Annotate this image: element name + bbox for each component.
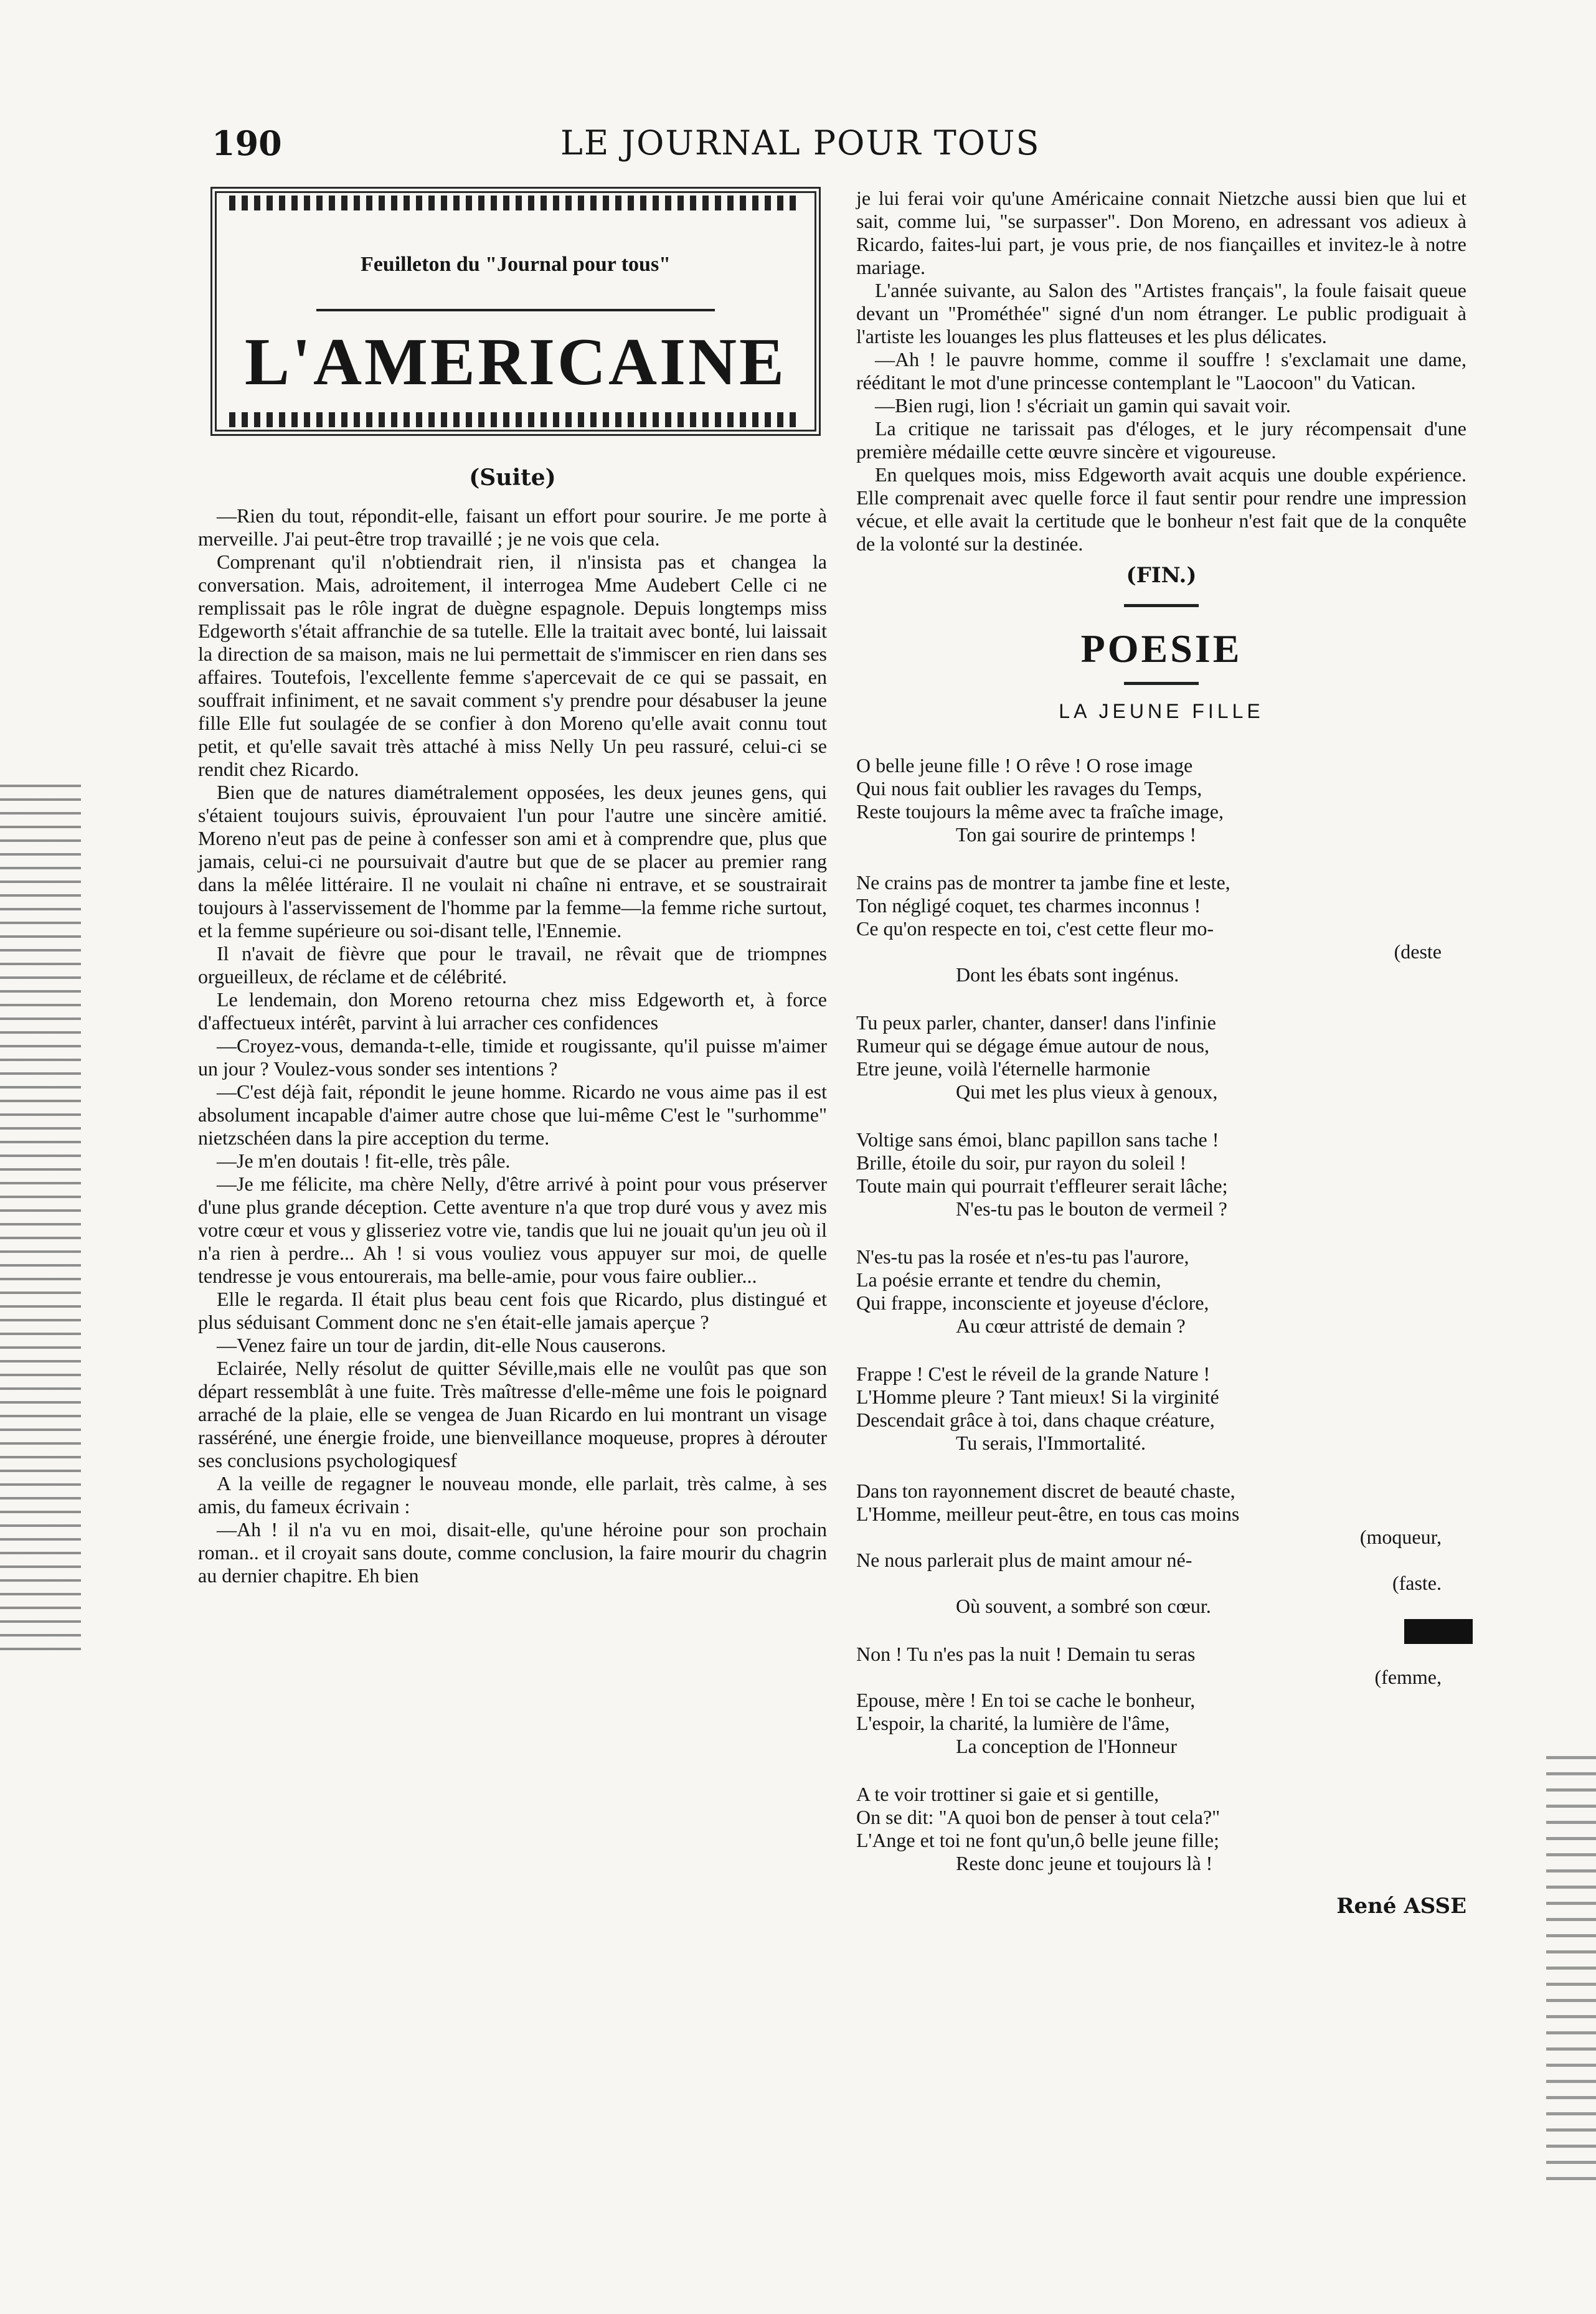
poem-stanza (856, 1245, 1466, 1338)
poem-line: N'es-tu pas le bouton de vermeil ? (956, 1197, 1227, 1220)
poem-line: Reste donc jeune et toujours là ! (956, 1852, 1213, 1874)
paragraph: —Croyez-vous, demanda-t-elle, timide et rougissante, qu'il puisse m'aimer un jour ? Voulez-vous sonder ses intentions ? (198, 1034, 827, 1080)
feuilleton-box (210, 187, 821, 436)
poem-line: L'espoir, la charité, la lumière de l'âme, (856, 1712, 1170, 1734)
paragraph: —Rien du tout, répondit-elle, faisant un effort pour sourire. Je me porte à merveille. J'ai peut-être trop travaillé ; je ne vois que cela. (198, 504, 827, 550)
paragraph: Le lendemain, don Moreno retourna chez miss Edgeworth et, à force d'affectueux intérêt, parvint à lui arracher ces confidences (198, 988, 827, 1034)
poem-line: Ne nous parlerait plus de maint amour né- (856, 1549, 1192, 1571)
poem-stanza (856, 1480, 1466, 1618)
poem-line: Epouse, mère ! En toi se cache le bonheur, (856, 1689, 1196, 1711)
paragraph: A la veille de regagner le nouveau monde, elle parlait, très calme, à ses amis, du fameux écrivain : (198, 1472, 827, 1518)
poem-line: L'Ange et toi ne font qu'un,ô belle jeune fille; (856, 1829, 1219, 1851)
poem-line: Ce qu'on respecte en toi, c'est cette fleur mo- (856, 917, 1214, 940)
right-column (856, 187, 1466, 1919)
poem-line: L'Homme pleure ? Tant mieux! Si la virginité (856, 1386, 1219, 1408)
poem-line: Dans ton rayonnement discret de beauté chaste, (856, 1480, 1235, 1502)
paragraph: je lui ferai voir qu'une Américaine connait Nietzche aussi bien que lui et sait, comme lui, "se surpasser". Don Moreno, en adressant vos adieux à Ricardo, faites-lui part, je vous prie, de nos fiançailles et invitez-le à notre mariage. (856, 187, 1466, 278)
poem-stanza (856, 1783, 1466, 1875)
poem-line: La conception de l'Honneur (956, 1735, 1177, 1757)
paragraph: —Ah ! il n'a vu en moi, disait-elle, qu'une héroine pour son prochain roman.. et il croyait sans doute, comme conclusion, la faire mourir du chagrin au dernier chapitre. Eh bien (198, 1518, 827, 1587)
poem-stanza (856, 871, 1466, 986)
poem-stanza (856, 754, 1466, 846)
ornament-border-bottom (229, 412, 802, 427)
fin-label: (FIN.) (1126, 563, 1197, 588)
poem-line: Qui frappe, inconsciente et joyeuse d'éclore, (856, 1292, 1209, 1314)
poem-stanza (856, 1011, 1466, 1103)
paragraph: —Venez faire un tour de jardin, dit-elle Nous causerons. (217, 1334, 666, 1356)
poem-line: Ne crains pas de montrer ta jambe fine et leste, (856, 871, 1230, 894)
poem-line: Brille, étoile du soir, pur rayon du soleil ! (856, 1151, 1187, 1174)
ornament-border-top (229, 196, 802, 210)
poem-line: Toute main qui pourrait t'effleurer serait lâche; (856, 1174, 1228, 1197)
paragraph: Elle le regarda. Il était plus beau cent fois que Ricardo, plus distingué et plus séduisant Comment donc ne s'en était-elle jamais aperçue ? (198, 1288, 827, 1333)
paragraph: Bien que de natures diamétralement opposées, les deux jeunes gens, qui s'étaient toujours suivis, éprouvaient l'un pour l'autre une sincère amitié. Moreno n'eut pas de peine à confesser son ami et à comprendre que, plus que jamais, celui-ci ne poursuivait d'autre but que de se placer au premier rang dans la mêlée littéraire. Il ne voulait ni chaîne ni entrave, et se soustrairait toujours à l'asservissement de l'homme par la femme—la femme riche surtout, et la femme supérieure ou soi-disant telle, l'Ennemie. (198, 781, 827, 942)
poem-line: Qui nous fait oublier les ravages du Temps, (856, 777, 1202, 800)
poesie-heading: POESIE (1080, 626, 1242, 671)
paragraph: —Je me félicite, ma chère Nelly, d'être arrivé à point pour vous préserver d'une plus grande déception. Cette aventure n'a que trop duré vous y avez mis votre cœur et vous y glisseriez votre vie, tandis que lui ne jouait qu'un jeu où il n'a rien à perdre... Ah ! si vous vouliez vous appuyer sur moi, de quelle tendresse je vous entourerais, ma belle-amie, pour vous faire oublier... (198, 1173, 827, 1287)
poem-stanza (856, 1128, 1466, 1221)
poem-line: Rumeur qui se dégage émue autour de nous, (856, 1034, 1209, 1057)
poem-line: L'Homme, meilleur peut-être, en tous cas moins (856, 1503, 1240, 1525)
paragraph: —Je m'en doutais ! fit-elle, très pâle. (217, 1150, 511, 1172)
paragraph: —Bien rugi, lion ! s'écriait un gamin qui savait voir. (875, 394, 1291, 417)
poem-line: Au cœur attristé de demain ? (956, 1315, 1186, 1337)
poem-line: Frappe ! C'est le réveil de la grande Nature ! (856, 1362, 1211, 1385)
poem-line: Non ! Tu n'es pas la nuit ! Demain tu seras (856, 1643, 1196, 1665)
right-margin-scan-noise (1546, 1756, 1596, 2192)
poem-line: Qui met les plus vieux à genoux, (956, 1080, 1218, 1103)
poem-line: (faste. (1392, 1572, 1442, 1594)
poem-title: LA JEUNE FILLE (1059, 700, 1264, 722)
poem-line: Voltige sans émoi, blanc papillon sans tache ! (856, 1128, 1219, 1151)
poem-line: Ton gai sourire de printemps ! (956, 823, 1197, 846)
page-header (212, 123, 1059, 167)
paragraph: Eclairée, Nelly résolut de quitter Séville,mais elle ne voulût pas que son départ ressemblât à une fuite. Très maîtresse d'elle-même une fois le poignard arraché de la plaie, elle se vengea de Juan Ricardo en lui montrant un visage rasséréné, une énergie froide, une bienveillance moqueuse, propres à dérouter ses conclusions psychologiquesf (198, 1357, 827, 1471)
suite-label: (Suite) (469, 465, 556, 491)
left-column (198, 187, 827, 1587)
paragraph: En quelques mois, miss Edgeworth avait acquis une double expérience. Elle comprenait avec quelle force il faut sentir pour rendre une impression vécue, et elle avait la certitude que le bonheur n'est fait que de la conquête de la volonté sur la destinée. (856, 463, 1466, 555)
poem-line: Descendait grâce à toi, dans chaque créature, (856, 1409, 1215, 1431)
poem-line: N'es-tu pas la rosée et n'es-tu pas l'aurore, (856, 1245, 1189, 1268)
poem-line: La poésie errante et tendre du chemin, (856, 1268, 1161, 1291)
poem-line: Etre jeune, voilà l'éternelle harmonie (856, 1057, 1151, 1080)
feuilleton-label: Feuilleton du "Journal pour tous" (360, 253, 671, 276)
poem-line: On se dit: "A quoi bon de penser à tout cela?" (856, 1806, 1221, 1828)
poem-line: Où souvent, a sombré son cœur. (956, 1595, 1211, 1617)
poem-line: (deste (1394, 940, 1442, 963)
poem-line: Ton négligé coquet, tes charmes inconnus ! (856, 894, 1201, 917)
poem-line: A te voir trottiner si gaie et si gentille, (856, 1783, 1159, 1805)
poem-line: Dont les ébats sont ingénus. (956, 963, 1179, 986)
poem-line: (femme, (1374, 1666, 1442, 1688)
paragraph: Comprenant qu'il n'obtiendrait rien, il n'insista pas et changea la conversation. Mais, adroitement, il interrogea Mme Audebert Celle ci ne remplissait pas le rôle ingrat de duègne espagnole. Depuis longtemps miss Edgeworth s'était affranchie de sa tutelle. Elle la traitait avec bonté, lui laissait la direction de sa maison, mais ne lui permettait de s'immiscer en rien dans ses affaires. Toutefois, l'excellente femme s'apercevait de ce qui se passait, en souffrait infiniment, et ne savait comment s'y prendre pour désabuser la jeune fille Elle fut soulagée de se confier à don Moreno qu'elle avait connu tout petit, et qu'elle savait très attaché à miss Nelly Un peu rassuré, celui-ci se rendit chez Ricardo. (198, 550, 827, 780)
feuilleton-title: L'AMERICAINE (244, 325, 787, 399)
poem-line: Tu peux parler, chanter, danser! dans l'infinie (856, 1011, 1216, 1034)
poem-line: (moqueur, (1359, 1526, 1442, 1548)
poem-signature: René ASSE (1336, 1894, 1466, 1919)
poem-line: Tu serais, l'Immortalité. (956, 1432, 1146, 1454)
poem-stanza (856, 1643, 1466, 1758)
page-number: 190 (212, 123, 282, 163)
poem-stanza (856, 1362, 1466, 1455)
feuilleton-rule (316, 309, 715, 311)
separator-rule (1124, 604, 1199, 607)
ink-blot (1404, 1619, 1473, 1644)
journal-title: LE JOURNAL POUR TOUS (560, 123, 1041, 163)
paragraph: —C'est déjà fait, répondit le jeune homme. Ricardo ne vous aime pas il est absolument incapable d'aimer autre chose que lui-même C'est le "surhomme" nietzschéen dans la pire acception du terme. (198, 1080, 827, 1149)
poem-line: O belle jeune fille ! O rêve ! O rose image (856, 754, 1193, 777)
paragraph: —Ah ! le pauvre homme, comme il souffre ! s'exclamait une dame, rééditant le mot d'une princesse contemplant le "Laocoon" du Vatican. (856, 348, 1466, 394)
paragraph: La critique ne tarissait pas d'éloges, et le jury récompensait d'une première médaille cette œuvre sincère et vigoureuse. (856, 417, 1466, 463)
separator-rule (1124, 682, 1199, 685)
paragraph: Il n'avait de fièvre que pour le travail, ne rêvait que de triompnes orgueilleux, de réclame et de célébrité. (198, 942, 827, 988)
paragraph: L'année suivante, au Salon des "Artistes français", la foule faisait queue devant un "Prométhée" signé d'un nom étranger. Le public prodiguait à l'artiste les louanges les plus flatteuses et les plus délicates. (856, 279, 1466, 347)
poem-line: Reste toujours la même avec ta fraîche image, (856, 800, 1224, 823)
left-margin-scan-noise (0, 785, 81, 1656)
